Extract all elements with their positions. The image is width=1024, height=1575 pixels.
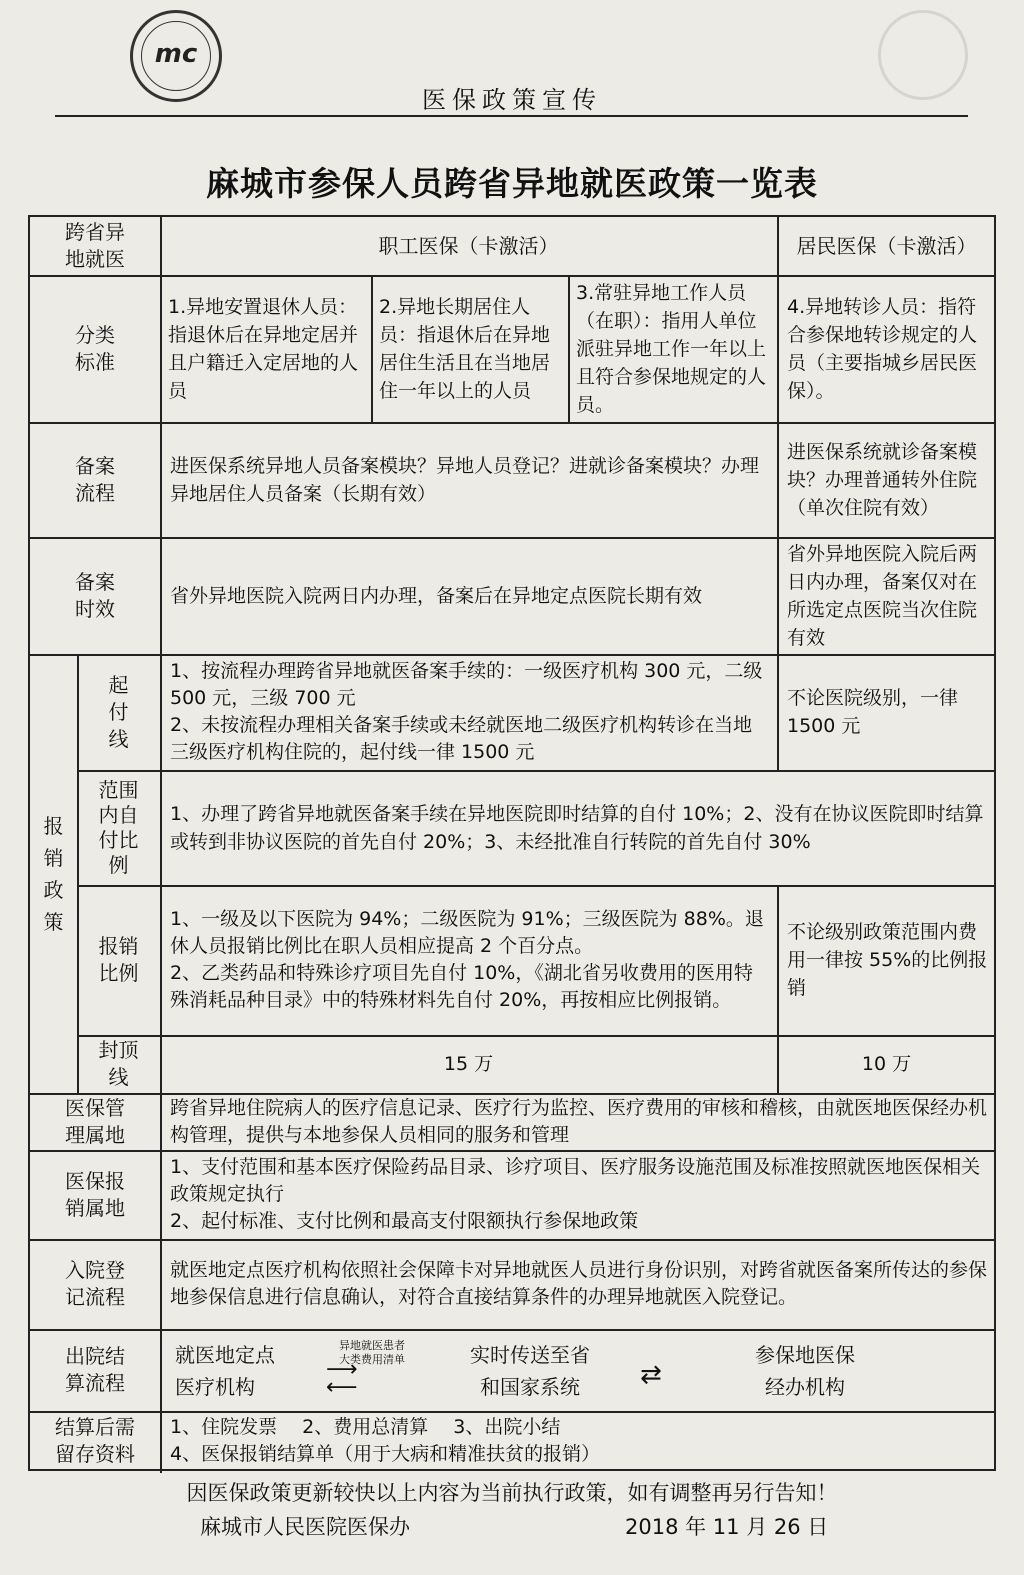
column-header-resident: 居民医保（卡激活） [796, 234, 977, 258]
category-retiree-relocated: 1.异地安置退休人员：指退休后在异地定居并且户籍迁入定居地的人员 [168, 295, 359, 402]
footer-office: 麻城市人民医院医保办 [200, 1515, 410, 1539]
row-label-filing-validity: 备案 时效 [75, 569, 115, 621]
threshold-resident: 不论医院级别，一律 1500 元 [787, 687, 959, 737]
hospital-logo-icon: mc [130, 10, 222, 102]
category-stationed-worker: 3.常驻异地工作人员（在职）：指用人单位派驻异地工作一年以上且符合参保地规定的人员。 [576, 281, 767, 416]
filing-process-resident: 进医保系统就诊备案模块？办理普通转外住院（单次住院有效） [787, 440, 978, 519]
row-label-reimbursement-location: 医保报 销属地 [65, 1168, 125, 1220]
row-label-category: 分类 标准 [75, 322, 115, 374]
header-title: 医保政策宣传 [422, 86, 602, 114]
cap-resident: 10 万 [861, 1053, 912, 1075]
row-label-discharge: 出院结 算流程 [65, 1344, 125, 1395]
documents-content: 1、住院发票 2、费用总清算 3、出院小结 4、医保报销结算单（用于大病和精准扶贫的报销） [170, 1416, 601, 1465]
policy-table [28, 215, 996, 1471]
row-label-reimbursement-policy: 报 销 政 策 [43, 813, 64, 934]
row-label-threshold: 起 付 线 [108, 672, 129, 751]
column-header-employee: 职工医保（卡激活） [378, 234, 559, 258]
self-pay-ratio-content: 1、办理了跨省异地就医备案手续在异地医院即时结算的自付 10%；2、没有在协议医院即时结算或转到非协议医院的首先自付 20%；3、未经批准自行转院的首先自付 30% [170, 802, 984, 853]
row-label-reimbursement-ratio: 报销 比例 [98, 934, 139, 985]
cap-employee: 15 万 [443, 1053, 494, 1075]
arrow-exchange-icon: ⇄ [640, 1360, 662, 1390]
arrow-left-icon: ⟵ [326, 1375, 358, 1400]
reimbursement-location-content: 1、支付范围和基本医疗保险药品目录、诊疗项目、医疗服务设施范围及标准按照就医地医保相关政策规定执行 2、起付标准、支付比例和最高支付限额执行参保地政策 [170, 1156, 981, 1232]
discharge-node-hospital: 就医地定点 医疗机构 [175, 1343, 275, 1399]
main-title: 麻城市参保人员跨省异地就医政策一览表 [206, 164, 818, 203]
row-label-cap: 封顶 线 [98, 1038, 139, 1089]
footer-notice: 因医保政策更新较快以上内容为当前执行政策，如有调整再另行告知！ [186, 1481, 838, 1505]
category-referral: 4.异地转诊人员：指符合参保地转诊规定的人员（主要指城乡居民医保）。 [787, 295, 978, 402]
threshold-employee: 1、按流程办理跨省异地就医备案手续的：一级医疗机构 300 元，二级 500 元，三级 700 元 2、未按流程办理相关备案手续或未经就医地二级医疗机构转诊在当地三级医疗机构住院的，起付线一律 1500 元 [170, 660, 763, 763]
filing-validity-employee: 省外异地医院入院两日内办理，备案后在异地定点医院长期有效 [170, 584, 703, 607]
category-long-term-resident: 2.异地长期居住人员：指退休后在异地居住生活且在当地居住一年以上的人员 [379, 295, 551, 402]
admission-content: 就医地定点医疗机构依照社会保障卡对异地就医人员进行身份识别，对跨省就医备案所传达的参保地参保信息进行信息确认，对符合直接结算条件的办理异地就医入院登记。 [170, 1259, 988, 1308]
footer-date: 2018 年 11 月 26 日 [625, 1515, 829, 1539]
filing-validity-resident: 省外异地医院入院后两日内办理，备案仅对在所选定点医院当次住院有效 [787, 542, 978, 649]
row-label-filing-process: 备案 流程 [75, 453, 115, 505]
discharge-node-insurance-office: 参保地医保 经办机构 [755, 1343, 855, 1399]
reimbursement-ratio-employee: 1、一级及以下医院为 94%；二级医院为 91%；三级医院为 88%。退休人员报销比例比在职人员相应提高 2 个百分点。 2、乙类药品和特殊诊疗项目先自付 10%，《湖北省另收费用的医用特殊消耗品种目录》中的特殊材料先自付 20%，再按相应比例报销。 [170, 908, 764, 1011]
reimbursement-ratio-resident: 不论级别政策范围内费用一律按 55%的比例报销 [787, 921, 988, 999]
discharge-arrow-label: 异地就医患者 大类费用清单 [339, 1339, 405, 1366]
row-label-admission: 入院登 记流程 [65, 1258, 125, 1309]
header-divider [55, 115, 968, 117]
row-label-management: 医保管 理属地 [65, 1095, 125, 1147]
row-label-documents: 结算后需 留存资料 [55, 1415, 135, 1466]
discharge-node-system: 实时传送至省 和国家系统 [470, 1343, 590, 1399]
management-content: 跨省异地住院病人的医疗信息记录、医疗行为监控、医疗费用的审核和稽核，由就医地医保经办机构管理，提供与本地参保人员相同的服务和管理 [170, 1096, 988, 1146]
arrow-right-icon: ⟶ [326, 1357, 358, 1382]
corner-label: 跨省异 地就医 [65, 220, 125, 271]
row-label-self-pay-ratio: 范围 内自 付比 例 [98, 777, 139, 877]
filing-process-employee: 进医保系统异地人员备案模块？异地人员登记？进就诊备案模块？办理异地居住人员备案（长期有效） [170, 454, 760, 505]
